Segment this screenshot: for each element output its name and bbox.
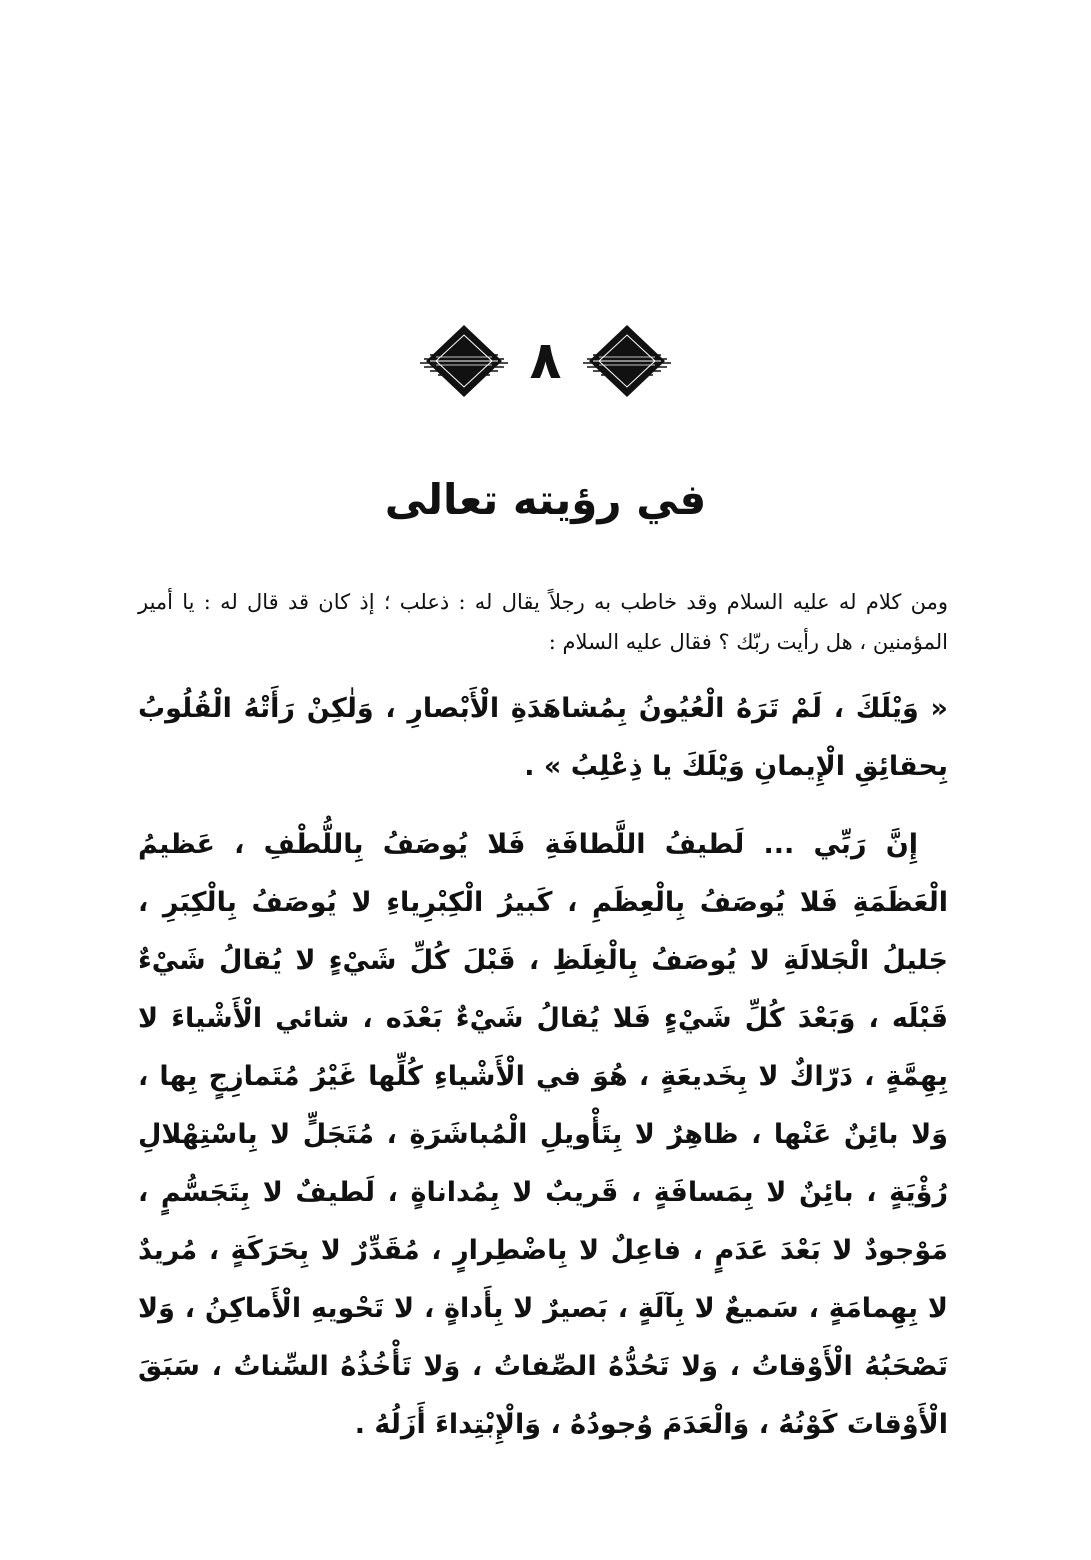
diamond-ornament-icon [416,321,512,401]
intro-paragraph: ومن كلام له عليه السلام وقد خاطب به رجلاً يقال له : ذعلب ؛ إذ كان قد قال له : يا أمير المؤمنين ، هل رأيت ربّك ؟ فقال عليه السلام : [138,590,948,654]
quote-paragraph: « وَيْلَكَ ، لَمْ تَرَهُ الْعُيُونُ بِمُشاهَدَةِ الْأَبْصارِ ، وَلٰكِنْ رَأَتْهُ الْقُلُوبُ بِحقائِقِ الْإِيمانِ وَيْلَكَ يا ذِعْلِبُ » . [138,693,948,782]
diamond-ornament-icon [579,321,675,401]
sermon-paragraph: إِنَّ رَبِّي ... لَطيفُ اللَّطافَةِ فَلا يُوصَفُ بِاللُّطْفِ ، عَظيمُ الْعَظَمَةِ فَلا يُوصَفُ بِالْعِظَمِ ، كَبيرُ الْكِبْرِياءِ لا يُوصَفُ بِالْكِبَرِ ، جَليلُ الْجَلالَةِ لا يُوصَفُ بِالْغِلَظِ ، قَبْلَ كُلِّ شَيْءٍ لا يُقالُ شَيْءٌ قَبْلَه ، وَبَعْدَ كُلِّ شَيْءٍ فَلا يُقالُ شَيْءٌ بَعْدَه ، شائي الْأَشْياءَ لا بِهِمَّةٍ ، دَرّاكٌ لا بِخَديعَةٍ ، هُوَ في الْأَشْياءِ كُلِّها غَيْرُ مُتَمازِجٍ بِها ، وَلا بائِنٌ عَنْها ، ظاهِرٌ لا بِتَأْويلِ الْمُباشَرَةِ ، مُتَجَلٍّ لا بِاسْتِهْلالِ رُؤْيَةٍ ، بائِنٌ لا بِمَسافَةٍ ، قَريبٌ لا بِمُداناةٍ ، لَطيفٌ لا بِتَجَسُّمٍ ، مَوْجودٌ لا بَعْدَ عَدَمٍ ، فاعِلٌ لا بِاضْطِرارٍ ، مُقَدِّرٌ لا بِحَرَكَةٍ ، مُريدٌ لا بِهِمامَةٍ ، سَميعٌ لا بِآلَةٍ ، بَصيرٌ لا بِأَداةٍ ، لا تَحْويهِ الْأَماكِنُ ، وَلا تَصْحَبُهُ الْأَوْقاتُ ، وَلا تَحُدُّهُ الصِّفاتُ ، وَلا تَأْخُذُهُ السِّناتُ ، سَبَقَ الْأَوْقاتَ كَوْنُهُ ، وَالْعَدَمَ وُجودُهُ ، وَالْإِبْتِداءَ أَزَلُهُ . [138,829,948,1440]
chapter-title: في رؤيته تعالى [384,475,707,524]
chapter-ornament [0,320,1091,402]
chapter-number: ٨ [529,331,562,391]
